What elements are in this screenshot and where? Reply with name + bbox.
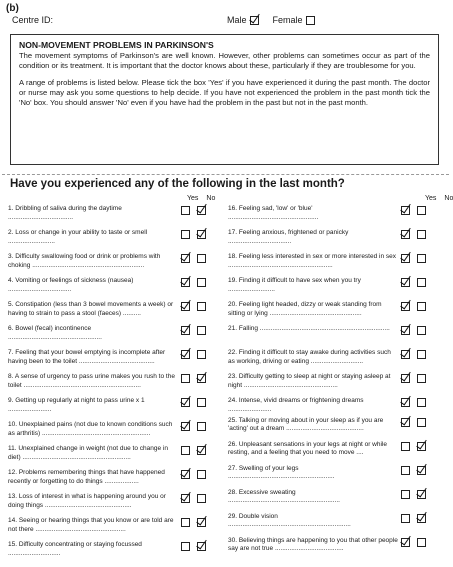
answer-boxes xyxy=(401,278,426,287)
answer-boxes xyxy=(181,422,206,431)
no-column-label: No xyxy=(444,195,453,202)
yes-checkbox[interactable] xyxy=(181,446,190,455)
question-item xyxy=(8,397,226,421)
answer-boxes xyxy=(181,446,206,455)
answer-boxes xyxy=(401,254,426,263)
no-checkbox[interactable] xyxy=(197,206,206,215)
yes-checkbox[interactable] xyxy=(181,254,190,263)
yes-checkbox[interactable] xyxy=(401,466,410,475)
yes-checkbox[interactable] xyxy=(181,518,190,527)
question-text: 12. Problems remembering things that have happened recently or forgetting to do things ................... xyxy=(8,469,165,485)
no-checkbox[interactable] xyxy=(417,398,426,407)
answer-boxes xyxy=(401,350,426,359)
question-item xyxy=(228,277,448,301)
question-text: 11. Unexplained change in weight (not due to change in diet) ............................................................ xyxy=(8,445,168,461)
no-checkbox[interactable] xyxy=(417,466,426,475)
no-checkbox[interactable] xyxy=(417,254,426,263)
question-text: 19. Finding it difficult to have sex when you try .......................... xyxy=(228,277,361,293)
question-text: 14. Seeing or hearing things that you know or are told are not there .................................................. xyxy=(8,517,174,533)
female-option xyxy=(273,15,315,25)
question-text: 26. Unpleasant sensations in your legs at night or while resting, and a feeling that you need to move .... xyxy=(228,440,387,457)
yes-checkbox[interactable] xyxy=(181,374,190,383)
no-checkbox[interactable] xyxy=(417,230,426,239)
question-text: 16. Feeling sad, 'low' or 'blue' .................................................. xyxy=(228,205,319,221)
answer-boxes xyxy=(181,374,206,383)
answer-boxes xyxy=(401,514,426,523)
answer-boxes xyxy=(401,418,426,427)
no-checkbox[interactable] xyxy=(197,494,206,503)
yes-checkbox[interactable] xyxy=(181,350,190,359)
question-item xyxy=(228,417,448,441)
yes-checkbox[interactable] xyxy=(401,326,410,335)
no-checkbox[interactable] xyxy=(197,446,206,455)
yes-checkbox[interactable] xyxy=(401,490,410,499)
questions-left-column xyxy=(8,205,226,565)
question-item xyxy=(8,277,226,301)
no-checkbox[interactable] xyxy=(197,254,206,263)
answer-boxes xyxy=(401,374,426,383)
question-text: 1. Dribbling of saliva during the daytime .................................... xyxy=(8,205,122,221)
answer-boxes xyxy=(181,470,206,479)
no-checkbox[interactable] xyxy=(417,278,426,287)
answer-boxes xyxy=(401,442,426,451)
question-item xyxy=(228,373,448,397)
question-item xyxy=(8,349,226,373)
no-checkbox[interactable] xyxy=(197,278,206,287)
yes-checkbox[interactable] xyxy=(181,206,190,215)
question-item xyxy=(228,253,448,277)
yes-checkbox[interactable] xyxy=(401,418,410,427)
no-checkbox[interactable] xyxy=(197,350,206,359)
yes-checkbox[interactable] xyxy=(401,538,410,547)
answer-boxes xyxy=(181,350,206,359)
question-item xyxy=(228,537,448,561)
instructions-paragraph-1: The movement symptoms of Parkinson's are well known. However, other problems can sometimes occur as part of the condition or its treatment. It is important that the doctor knows about these, particularly if they are troublesome for you. xyxy=(19,51,430,70)
yes-checkbox[interactable] xyxy=(401,398,410,407)
answer-boxes xyxy=(401,302,426,311)
no-checkbox[interactable] xyxy=(197,374,206,383)
question-text: 2. Loss or change in your ability to taste or smell .......................... xyxy=(8,229,148,245)
question-text: 5. Constipation (less than 3 bowel movements a week) or having to strain to pass a stool (faeces) .......... xyxy=(8,301,174,317)
question-text: 10. Unexplained pains (not due to known conditions such as arthritis) ............................................................ xyxy=(8,421,173,437)
question-text: 23. Difficulty getting to sleep at night or staying asleep at night .................................................... xyxy=(228,373,391,389)
question-heading: Have you experienced any of the following in the last month? xyxy=(10,178,345,190)
answer-boxes xyxy=(181,278,206,287)
male-label: Male xyxy=(227,15,247,25)
yes-checkbox[interactable] xyxy=(401,206,410,215)
question-item xyxy=(228,513,448,537)
centre-id-label: Centre ID: xyxy=(12,15,54,25)
question-item xyxy=(228,465,448,489)
answer-boxes xyxy=(401,490,426,499)
instructions-title: NON-MOVEMENT PROBLEMS IN PARKINSON'S xyxy=(19,40,214,50)
answer-boxes xyxy=(181,398,206,407)
no-checkbox[interactable] xyxy=(417,326,426,335)
no-checkbox[interactable] xyxy=(417,206,426,215)
yes-checkbox[interactable] xyxy=(181,278,190,287)
yes-checkbox[interactable] xyxy=(181,422,190,431)
answer-boxes xyxy=(181,254,206,263)
question-item xyxy=(8,301,226,325)
answer-boxes xyxy=(401,206,426,215)
yes-checkbox[interactable] xyxy=(181,230,190,239)
female-label: Female xyxy=(272,15,303,25)
male-option xyxy=(227,15,259,25)
no-checkbox[interactable] xyxy=(197,398,206,407)
question-text: 21. Falling ........................................................................ xyxy=(228,325,390,332)
yes-checkbox[interactable] xyxy=(401,278,410,287)
answer-boxes xyxy=(401,538,426,547)
yes-checkbox[interactable] xyxy=(181,470,190,479)
question-text: 17. Feeling anxious, frightened or panicky ................................... xyxy=(228,229,349,245)
question-text: 18. Feeling less interested in sex or more interested in sex .......................................................... xyxy=(228,253,397,269)
figure-label: (b) xyxy=(6,3,19,14)
no-checkbox[interactable] xyxy=(417,350,426,359)
no-checkbox[interactable] xyxy=(197,230,206,239)
yes-checkbox[interactable] xyxy=(401,254,410,263)
question-text: 20. Feeling light headed, dizzy or weak standing from sitting or lying ................................................... xyxy=(228,301,382,317)
question-text: 25. Talking or moving about in your sleep as if you are 'acting' out a dream ........................................... xyxy=(228,416,384,433)
female-checkbox[interactable] xyxy=(306,16,315,25)
answer-boxes xyxy=(401,326,426,335)
question-text: 8. A sense of urgency to pass urine makes you rush to the toilet ................................................................. xyxy=(8,373,175,389)
question-text: 6. Bowel (fecal) incontinence .................................................... xyxy=(8,325,102,341)
answer-boxes xyxy=(401,230,426,239)
question-item xyxy=(8,421,226,445)
no-checkbox[interactable] xyxy=(197,302,206,311)
question-item xyxy=(228,397,448,417)
question-item xyxy=(228,489,448,513)
question-item xyxy=(8,229,226,253)
answer-boxes xyxy=(181,326,206,335)
question-text: 29. Double vision .................................................................... xyxy=(228,512,351,529)
no-checkbox[interactable] xyxy=(417,514,426,523)
no-checkbox[interactable] xyxy=(417,418,426,427)
question-text: 24. Intense, vivid dreams or frightening dreams ........................ xyxy=(228,397,364,413)
male-checkbox[interactable] xyxy=(250,16,259,25)
question-item xyxy=(8,205,226,229)
header-row xyxy=(12,15,439,29)
question-item xyxy=(8,373,226,397)
divider xyxy=(2,174,449,175)
instructions-paragraph-2: A range of problems is listed below. Please tick the box 'Yes' if you have experienced it during the past month. The doctor or nurse may ask you some questions to help decide. If you have not experienced the problem in the past month tick the 'No' box. You should answer 'No' even if you have had the problem in the past but not in the past month. xyxy=(19,78,430,107)
question-item xyxy=(8,517,226,541)
question-text: 22. Finding it difficult to stay awake during activities such as working, driving or eating ............................. xyxy=(228,349,391,365)
yes-checkbox[interactable] xyxy=(181,542,190,551)
yes-checkbox[interactable] xyxy=(401,442,410,451)
answer-boxes xyxy=(181,230,206,239)
question-text: 15. Difficulty concentrating or staying focussed ............................. xyxy=(8,541,142,557)
question-item xyxy=(228,229,448,253)
yes-checkbox[interactable] xyxy=(181,494,190,503)
question-text: 9. Getting up regularly at night to pass urine x 1 ........................ xyxy=(8,397,145,413)
question-item xyxy=(8,253,226,277)
answer-boxes xyxy=(401,466,426,475)
question-text: 7. Feeling that your bowel emptying is incomplete after having been to the toilet .......................................... xyxy=(8,349,166,365)
answer-boxes xyxy=(181,518,206,527)
question-item xyxy=(228,441,448,465)
no-checkbox[interactable] xyxy=(197,518,206,527)
yes-checkbox[interactable] xyxy=(181,326,190,335)
question-item xyxy=(8,325,226,349)
question-item xyxy=(8,445,226,469)
yes-checkbox[interactable] xyxy=(401,514,410,523)
yes-column-label: Yes xyxy=(425,195,437,202)
answer-boxes xyxy=(181,494,206,503)
no-checkbox[interactable] xyxy=(417,442,426,451)
question-item xyxy=(228,349,448,373)
no-checkbox[interactable] xyxy=(197,470,206,479)
answer-boxes xyxy=(401,398,426,407)
question-text: 30. Believing things are happening to you that other people say are not true ...................................... xyxy=(228,536,398,553)
yes-checkbox[interactable] xyxy=(181,398,190,407)
yes-checkbox[interactable] xyxy=(401,374,410,383)
no-checkbox[interactable] xyxy=(197,542,206,551)
no-checkbox[interactable] xyxy=(417,490,426,499)
questions-right-column xyxy=(228,205,448,561)
question-text: 13. Loss of interest in what is happening around you or doing things ................................................ xyxy=(8,493,166,509)
yes-checkbox[interactable] xyxy=(401,302,410,311)
answer-boxes xyxy=(181,206,206,215)
yes-column-label: Yes xyxy=(187,195,199,202)
gender-selector xyxy=(227,15,315,25)
question-item xyxy=(8,493,226,517)
question-item xyxy=(228,325,448,349)
answer-boxes xyxy=(181,302,206,311)
yes-checkbox[interactable] xyxy=(401,350,410,359)
answer-boxes xyxy=(181,542,206,551)
no-checkbox[interactable] xyxy=(417,302,426,311)
no-checkbox[interactable] xyxy=(197,422,206,431)
question-item xyxy=(8,469,226,493)
question-item xyxy=(8,541,226,565)
yes-no-header-left xyxy=(187,195,215,202)
question-item xyxy=(228,301,448,325)
no-checkbox[interactable] xyxy=(417,374,426,383)
question-item xyxy=(228,205,448,229)
yes-no-header-right xyxy=(425,195,453,202)
question-text: 28. Excessive sweating .............................................................. xyxy=(228,488,340,505)
question-text: 4. Vomiting or feelings of sickness (nausea) ................................... xyxy=(8,277,134,293)
no-checkbox[interactable] xyxy=(197,326,206,335)
yes-checkbox[interactable] xyxy=(401,230,410,239)
question-text: 3. Difficulty swallowing food or drink or problems with choking .............................................................. xyxy=(8,253,161,269)
no-checkbox[interactable] xyxy=(417,538,426,547)
yes-checkbox[interactable] xyxy=(181,302,190,311)
question-text: 27. Swelling of your legs ........................................................... xyxy=(228,464,335,481)
instructions-box xyxy=(10,34,439,165)
no-column-label: No xyxy=(206,195,216,202)
